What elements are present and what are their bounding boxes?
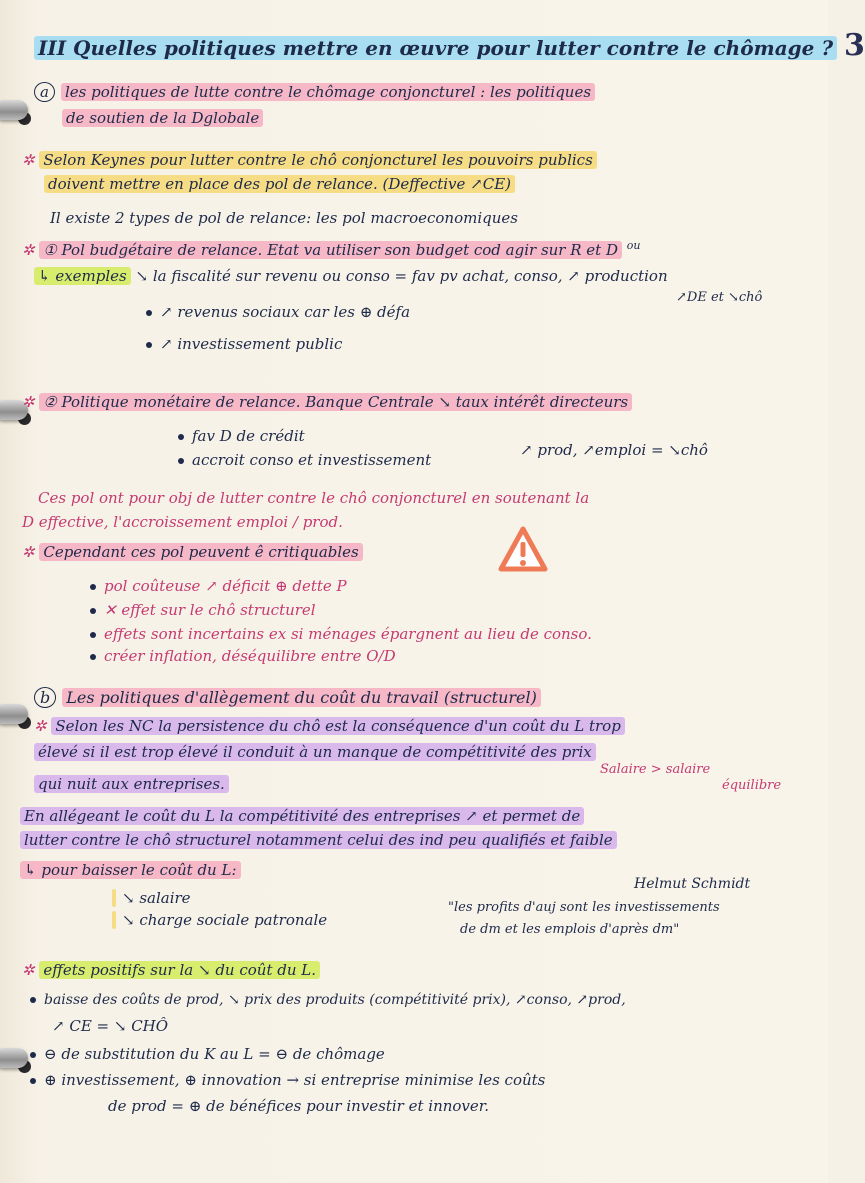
part-b-heading (34, 688, 541, 708)
section-title (34, 28, 865, 63)
lower-item-1: ↘ salaire (122, 889, 191, 907)
allege-text-1: En allégeant le coût du L la compétitivité des entreprises ↗ et permet de (20, 807, 584, 825)
effect-1b: ↗ CE = ↘ CHÔ (52, 1017, 169, 1035)
binder-ring (0, 100, 28, 120)
nc-line3 (34, 774, 229, 794)
binder-ring (0, 1048, 28, 1068)
lower-item (112, 910, 327, 930)
nc-text-1: Selon les NC la persistence du chô est la conséquence d'un coût du L trop (51, 717, 624, 735)
lower-cost-label-text: ↳ pour baisser le coût du L: (20, 861, 241, 879)
nc-line2 (34, 742, 596, 762)
keynes-text-2: doivent mettre en place des pol de relance. (Deffective ↗CE) (44, 175, 515, 193)
budget-sup: ou (626, 239, 641, 252)
salaire-note-2: équilibre (722, 778, 782, 793)
lower-item (112, 888, 191, 908)
monetary-item1-text: fav D de crédit (192, 427, 305, 445)
budget-heading: ✲ ① Pol budgétaire de relance. Etat va utiliser son budget cod agir sur R et D $^{ou}$ (22, 239, 641, 259)
lower-item-2: ↘ charge sociale patronale (122, 911, 328, 929)
budget-ex3 (146, 334, 342, 354)
salaire-note-1: Salaire > salaire (600, 762, 711, 777)
criticism-heading-text: Cependant ces pol peuvent ê critiquables (39, 543, 362, 561)
keynes-line3: Il existe 2 types de pol de relance: les pol macroeconomiques (50, 209, 518, 227)
monetary-heading-text: ② Politique monétaire de relance. Banque Centrale ↘ taux intérêt directeurs (39, 393, 632, 411)
criticism-item-2: ✕ effet sur le chô structurel (104, 601, 316, 619)
monetary-item2 (178, 450, 431, 470)
effect-1-text: baisse des coûts de prod, ↘ prix des produits (compétitivité prix), ↗conso, ↗prod, (44, 992, 626, 1008)
warning-icon (498, 525, 548, 575)
objective-line1: Ces pol ont pour obj de lutter contre le chô conjoncturel en soutenant la (38, 489, 590, 507)
part-a-heading-2 (62, 108, 263, 128)
keynes-text-1: Selon Keynes pour lutter contre le chô conjoncturel les pouvoirs publics (39, 151, 596, 169)
part-a-heading (34, 82, 595, 102)
part-a-marker: a (34, 82, 55, 102)
budget-ex1-text: ↘ la fiscalité sur revenu ou conso = fav pv achat, conso, ↗ production (135, 267, 668, 285)
part-b-marker: b (34, 687, 56, 708)
quote-line1: "les profits d'auj sont les investissements (448, 900, 720, 915)
monetary-item2-text: accroit conso et investissement (192, 451, 432, 469)
budget-ex2 (146, 302, 410, 322)
effects-heading: ✲ effets positifs sur la ↘ du coût du L. (22, 960, 320, 980)
effect-3 (30, 1070, 545, 1090)
budget-ex1b: ↗DE et ↘chô (676, 290, 763, 305)
budget-ex1 (34, 266, 668, 286)
keynes-line1: ✲ Selon Keynes pour lutter contre le chô conjoncturel les pouvoirs publics (22, 150, 597, 170)
monetary-item1 (178, 426, 305, 446)
lower-cost-label (20, 860, 241, 880)
nc-text-2: élevé si il est trop élevé il conduit à un manque de compétitivité des prix (34, 743, 596, 761)
criticism-item (90, 600, 316, 620)
effects-heading-text: effets positifs sur la ↘ du coût du L. (39, 961, 320, 979)
allege-line2 (20, 830, 617, 850)
page-number: 3 (844, 28, 865, 63)
objective-line2: D effective, l'accroissement emploi / prod. (22, 513, 343, 531)
part-a-heading-line2: de soutien de la Dglobale (62, 109, 263, 127)
binder-ring (0, 704, 28, 724)
budget-heading-text: ① Pol budgétaire de relance. Etat va utiliser son budget cod agir sur R et D (39, 241, 622, 259)
allege-text-2: lutter contre le chô structurel notamment celui des ind peu qualifiés et faible (20, 831, 617, 849)
effect-3b: de prod = ⊕ de bénéfices pour investir et innover. (108, 1097, 490, 1115)
nc-line1: ✲ Selon les NC la persistence du chô est la conséquence d'un coût du L trop (34, 716, 625, 736)
examples-label: ↳ exemples (34, 267, 131, 285)
criticism-item (90, 646, 396, 666)
budget-ex3-text: ↗ investissement public (160, 335, 343, 353)
criticism-item (90, 624, 592, 644)
effect-2 (30, 1044, 385, 1064)
section-numeral: III (38, 36, 67, 60)
part-a-heading-line1: les politiques de lutte contre le chômage conjoncturel : les politiques (61, 83, 595, 101)
criticism-item-4: créer inflation, déséquilibre entre O/D (104, 647, 396, 665)
effect-1 (30, 990, 626, 1010)
monetary-heading: ✲ ② Politique monétaire de relance. Banque Centrale ↘ taux intérêt directeurs (22, 392, 632, 412)
section-title-text: Quelles politiques mettre en œuvre pour lutter contre le chômage ? (73, 36, 834, 60)
allege-line1 (20, 806, 584, 826)
monetary-item2-right: ↗ prod, ↗emploi = ↘chô (520, 441, 708, 459)
criticism-item-1: pol coûteuse ↗ déficit ⊕ dette P (104, 577, 347, 595)
nc-text-3: qui nuit aux entreprises. (34, 775, 229, 793)
budget-ex2-text: ↗ revenus sociaux car les ⊕ défa (160, 303, 411, 321)
effect-3-text: ⊕ investissement, ⊕ innovation → si entreprise minimise les coûts (44, 1071, 546, 1089)
keynes-line2 (44, 174, 515, 194)
criticism-heading: ✲ Cependant ces pol peuvent ê critiquables (22, 542, 363, 562)
criticism-item-3: effets sont incertains ex si ménages épargnent au lieu de conso. (104, 625, 592, 643)
part-b-heading-text: Les politiques d'allègement du coût du travail (structurel) (62, 688, 541, 707)
criticism-item (90, 576, 347, 596)
quote-author: Helmut Schmidt (634, 876, 751, 892)
quote-line2: de dm et les emplois d'après dm" (460, 922, 680, 937)
effect-2-text: ⊖ de substitution du K au L = ⊖ de chômage (44, 1045, 385, 1063)
